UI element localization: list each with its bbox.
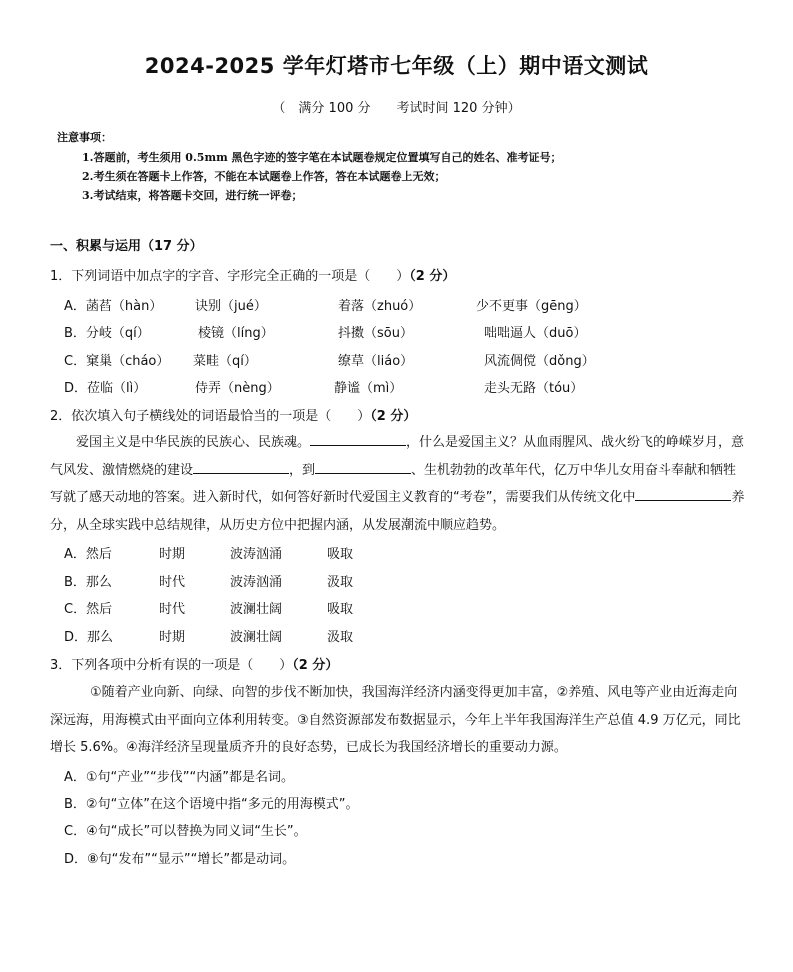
question-2-stem: 2．依次填入句子横线处的词语最恰当的一项是（ ）（2 分）	[50, 409, 417, 424]
option-d-4: 走头无路（tóu）	[484, 381, 584, 396]
option-b-4: 咄咄逼人（duō）	[484, 326, 587, 341]
option-b-4: 汲取	[327, 575, 354, 590]
option-a[interactable]: A．①句“产业”“步伐”“内涵”都是名词。	[64, 770, 294, 785]
option-c-1[interactable]: C．然后	[64, 602, 113, 617]
question-1-stem: 1．下列词语中加点字的字音、字形完全正确的一项是（ ）（2 分）	[50, 269, 456, 284]
notice-heading: 注意事项：	[57, 131, 112, 144]
fill-blank-3	[315, 459, 411, 474]
option-c-4: 吸取	[327, 602, 354, 617]
option-a-1[interactable]: A．菡萏（hàn）	[64, 299, 163, 314]
option-a-4: 吸取	[327, 547, 354, 562]
question-3-passage: ①随着产业向新、向绿、向智的步伐不断加快，我国海洋经济内涵变得更加丰富，②养殖、风电等产业由近海走向深远海，用海模式由平面向立体利用转变。③自然资源部发布数据显示，今年上半年我国海洋生产总值 4.9 万亿元，同比增长 5.6%。④海洋经济呈现量质齐升的良好态势，已成长为我国经济增长的重要动力源。	[50, 685, 741, 755]
option-d-1[interactable]: D．莅临（lì）	[64, 381, 147, 396]
option-c-2: 菜畦（qí）	[193, 354, 257, 369]
exam-info: （ 满分 100 分 考试时间 120 分钟）	[272, 101, 521, 116]
option-b-3: 波涛汹涌	[230, 575, 283, 590]
question-2-passage: 爱国主义是中华民族的民族心、民族魂。 ，什么是爱国主义？从血雨腥风、战火纷飞的峥嵘岁月，意气风发、激情燃烧的建设 ，到 、生机勃勃的改革年代，亿万中华儿女用奋斗奉献和牺牲写就了感天动地的答案。进入新时代，如何答好新时代爱国主义教育的“考卷”，需要我们从传统文化中 养分，从全球实践中总结规律，从历史方位中把握内涵，从发展潮流中顺应趋势。	[50, 429, 745, 539]
fill-blank-2	[193, 459, 289, 474]
option-c-3: 波澜壮阔	[230, 602, 283, 617]
fill-blank-1	[310, 431, 406, 446]
option-b-1[interactable]: B．分岐（qí）	[64, 326, 150, 341]
option-b[interactable]: B．②句“立体”在这个语境中指“多元的用海模式”。	[64, 797, 359, 812]
question-points: （2 分）	[409, 269, 456, 284]
option-d-3: 波澜壮阔	[230, 630, 283, 645]
option-a-3: 着落（zhuó）	[338, 299, 422, 314]
option-d[interactable]: D．⑧句“发布”“显示”“增长”都是动词。	[64, 852, 296, 867]
notice-item: 2.考生须在答题卡上作答，不能在本试题卷上作答，答在本试题卷上无效；	[82, 170, 446, 183]
question-3-stem: 3．下列各项中分析有误的一项是（ ）（2 分）	[50, 658, 339, 673]
option-d-4: 汲取	[327, 630, 354, 645]
notice-item: 1.答题前，考生须用 0.5mm 黑色字迹的签字笔在本试题卷规定位置填写自己的姓名、准考证号；	[82, 151, 562, 164]
option-d-1[interactable]: D．那么	[64, 630, 114, 645]
option-b-3: 抖擞（sōu）	[338, 326, 413, 341]
option-c-1[interactable]: C．窠巢（cháo）	[64, 354, 170, 369]
fill-blank-4	[635, 486, 731, 501]
option-c-2: 时代	[159, 602, 186, 617]
option-a-3: 波涛汹涌	[230, 547, 283, 562]
option-c[interactable]: C．④句“成长”可以替换为同义词“生长”。	[64, 824, 307, 839]
option-a-1[interactable]: A．然后	[64, 547, 112, 562]
option-a-4: 少不更事（gēng）	[476, 299, 587, 314]
option-c-3: 缭草（liáo）	[338, 354, 414, 369]
option-c-4: 风流倜傥（dǒng）	[484, 354, 595, 369]
option-d-2: 侍弄（nèng）	[195, 381, 280, 396]
section-heading: 一、积累与运用（17 分）	[50, 239, 203, 254]
option-b-2: 时代	[159, 575, 186, 590]
option-b-1[interactable]: B．那么	[64, 575, 112, 590]
question-points: （2 分）	[370, 409, 417, 424]
question-points: （2 分）	[292, 658, 339, 673]
notice-item: 3.考试结束，将答题卡交回，进行统一评卷；	[82, 189, 303, 202]
option-b-2: 棱镜（líng）	[198, 326, 274, 341]
option-d-3: 静谧（mì）	[334, 381, 403, 396]
option-a-2: 时期	[159, 547, 186, 562]
option-a-2: 诀别（jué）	[195, 299, 267, 314]
option-d-2: 时期	[159, 630, 186, 645]
page-title: 2024-2025 学年灯塔市七年级（上）期中语文测试	[144, 54, 649, 78]
